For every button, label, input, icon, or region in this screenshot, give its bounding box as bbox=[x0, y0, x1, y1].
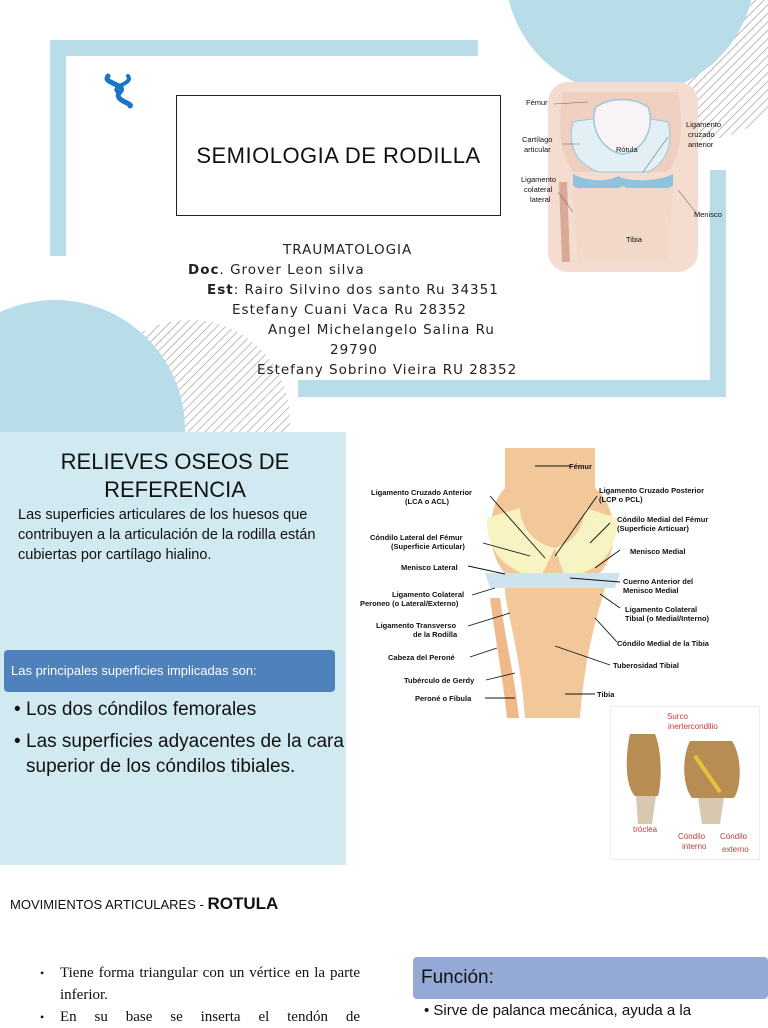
label-cmf-2: (Superficie Articuar) bbox=[617, 524, 689, 533]
subject: TRAUMATOLOGIA bbox=[283, 242, 413, 258]
est-line-4: 29790 bbox=[330, 342, 378, 358]
doc-name: . Grover Leon silva bbox=[219, 262, 365, 278]
bullet-text: Tiene forma triangular con un vértice en la parte inferior. bbox=[60, 965, 360, 1003]
list-item: • Las superficies adyacentes de la cara superior de los cóndilos tibiales. bbox=[14, 731, 344, 777]
list-item: • Tiene forma triangular con un vértice en la parte inferior. bbox=[40, 962, 360, 1006]
student-line-1 bbox=[150, 280, 550, 300]
relieves-title-line-2: REFERENCIA bbox=[104, 477, 246, 502]
label-ligamento-1: Ligamento bbox=[686, 120, 722, 129]
frame-top-bar bbox=[50, 40, 478, 56]
logo-icon bbox=[100, 70, 140, 110]
movimientos-heading bbox=[10, 894, 278, 914]
bullet-text: En su base se inserta el tendón de bbox=[60, 1009, 360, 1025]
label-lct-2: Tibial (o Medial/Interno) bbox=[625, 614, 710, 623]
surfaces-bullet-list bbox=[14, 697, 344, 786]
relieves-description: Las superficies articulares de los huesos que contribuyen a la articulación de la rodilla están cubiertas por cartílago hialino. bbox=[18, 507, 316, 563]
label-interno-2: interno bbox=[682, 842, 707, 851]
label-menisco-lateral: Menisco Lateral bbox=[401, 563, 458, 572]
label-tibia-2: Tibia bbox=[597, 690, 615, 699]
label-menisco-medial: Menisco Medial bbox=[630, 547, 686, 556]
movimientos-bold: ROTULA bbox=[207, 894, 279, 913]
funcion-header-bar: Función: bbox=[413, 957, 768, 999]
label-clf-2: (Superficie Articular) bbox=[391, 542, 465, 551]
label-externo-2: externo bbox=[722, 845, 749, 854]
label-cmt: Cóndilo Medial de la Tibia bbox=[617, 639, 709, 648]
label-perone: Peroné o Fíbula bbox=[415, 694, 472, 703]
label-interno-1: Cóndilo bbox=[678, 832, 706, 841]
doctor-line bbox=[150, 260, 550, 280]
label-lateral-2: lateral bbox=[530, 195, 551, 204]
bullet-text: Los dos cóndilos femorales bbox=[26, 699, 257, 720]
label-cuerno-1: Cuerno Anterior del bbox=[623, 577, 694, 586]
label-rotula-1: Rótula bbox=[616, 145, 638, 154]
label-lct-1: Ligamento Colateral bbox=[625, 605, 698, 614]
slide-title-text: SEMIOLOGIA DE RODILLA bbox=[196, 142, 481, 168]
label-ligamento-2: Ligamento bbox=[521, 175, 557, 184]
list-item: • En su base se inserta el tendón de bbox=[40, 1006, 360, 1028]
surfaces-header-bar: Las principales superficies implicadas son: bbox=[4, 650, 335, 692]
label-lcl-1: Ligamento Colateral bbox=[392, 590, 465, 599]
label-anterior-1: anterior bbox=[688, 140, 714, 149]
label-surco-2: inertercondilio bbox=[668, 722, 718, 731]
list-item: • Los dos cóndilos femorales bbox=[14, 699, 257, 720]
label-cuerno-2: Menisco Medial bbox=[623, 586, 679, 595]
condyle-diagram bbox=[610, 706, 760, 860]
funcion-bullet: • Sirve de palanca mecánica, ayuda a la bbox=[424, 1002, 692, 1019]
label-lcl-2: Peroneo (o Lateral/Externo) bbox=[360, 599, 459, 608]
label-tuberosidad-tibial: Tuberosidad Tibial bbox=[613, 661, 679, 670]
label-femur-2: Fémur bbox=[569, 462, 592, 471]
label-troclea: tróclea bbox=[633, 825, 658, 834]
est-label: Est bbox=[207, 282, 234, 298]
label-lcp-2: (LCP o PCL) bbox=[599, 495, 643, 504]
label-lca-1: Ligamento Cruzado Anterior bbox=[371, 488, 472, 497]
doc-label: Doc bbox=[188, 262, 220, 278]
funcion-bullet-text: Sirve de palanca mecánica, ayuda a la bbox=[433, 1002, 692, 1019]
label-femur-1: Fémur bbox=[526, 98, 548, 107]
label-externo-1: Cóndilo bbox=[720, 832, 748, 841]
label-cruzado-1: cruzado bbox=[688, 130, 715, 139]
label-menisco-1: Menisco bbox=[694, 210, 722, 219]
knee-diagram-2 bbox=[355, 448, 768, 720]
label-clf-1: Cóndilo Lateral del Fémur bbox=[370, 533, 463, 542]
est-line-1: : Rairo Silvino dos santo Ru 34351 bbox=[233, 282, 499, 298]
label-cmf-1: Cóndilo Medial del Fémur bbox=[617, 515, 709, 524]
label-articular-1: articular bbox=[524, 145, 551, 154]
frame-left-bar bbox=[50, 40, 66, 256]
est-line-2: Estefany Cuani Vaca Ru 28352 bbox=[232, 302, 467, 318]
label-tibia-1: Tibia bbox=[626, 235, 642, 244]
rotula-bullet-list bbox=[40, 962, 360, 1028]
movimientos-prefix: MOVIMIENTOS ARTICULARES - bbox=[10, 897, 208, 912]
relieves-title bbox=[50, 448, 300, 504]
label-lcp-1: Ligamento Cruzado Posterior bbox=[599, 486, 705, 495]
label-lca-2: (LCA o ACL) bbox=[405, 497, 450, 506]
est-line-3: Angel Michelangelo Salina Ru bbox=[268, 322, 495, 338]
label-ltr-2: de la Rodilla bbox=[413, 630, 458, 639]
label-cabeza-perone: Cabeza del Peroné bbox=[388, 653, 455, 662]
label-colateral-2: colateral bbox=[524, 185, 553, 194]
est-line-5: Estefany Sobrino Vieira RU 28352 bbox=[257, 362, 518, 378]
credits-block bbox=[150, 240, 550, 380]
label-gerdy: Tubérculo de Gerdy bbox=[404, 676, 475, 685]
frame-bottom-bar bbox=[298, 380, 726, 397]
label-cartilago-1: Cartílago bbox=[522, 135, 553, 144]
knee-diagram-1 bbox=[518, 82, 728, 277]
label-surco-1: Surco bbox=[667, 712, 688, 721]
slide-title bbox=[176, 95, 501, 216]
relieves-title-line-1: RELIEVES OSEOS DE bbox=[60, 449, 290, 474]
label-ltr-1: Ligamento Transverso bbox=[376, 621, 457, 630]
bullet-text: Las superficies adyacentes de la cara superior de los cóndilos tibiales. bbox=[26, 731, 344, 777]
